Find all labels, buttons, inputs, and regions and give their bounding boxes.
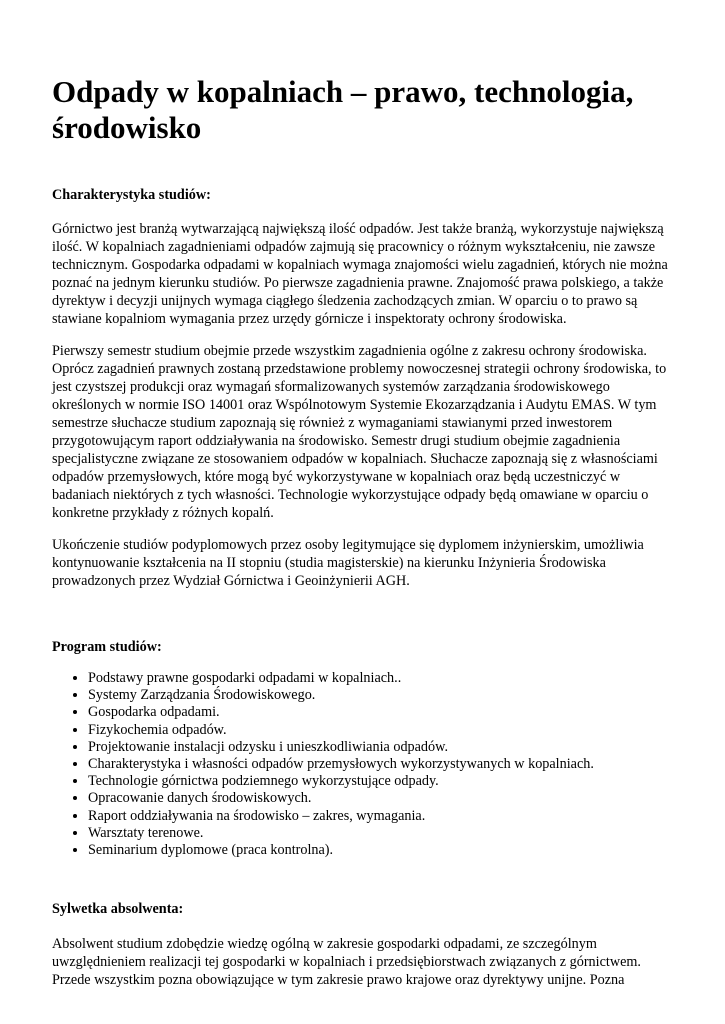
paragraph-characteristics-2: Pierwszy semestr studium obejmie przede wszystkim zagadnienia ogólne z zakresu ochrony środowiska. Oprócz zagadnień prawnych zostaną przedstawione problemy nowoczesnej strategii ochrony środowiska, to jest czystszej produkcji oraz wymagań sformalizowanych systemów zarządzania środowiskowego określonych w normie ISO 14001 oraz Wspólnotowym Systemie Ekozarządzania i Audytu EMAS. W tym semestrze słuchacze studium zapoznają się również z wymaganiami stawianymi przed inwestorem przygotowującym raport oddziaływania na środowisko. Semestr drugi studium obejmie zagadnienia specjalistyczne związane ze stosowaniem odpadów w kopalniach. Słuchacze zapoznają się z własnościami odpadów przemysłowych, które mogą być wykorzystywane w kopalniach oraz będą uczestniczyć w badaniach niektórych z tych własności. Technologie wykorzystujące odpady będą omawiane w oparciu o konkretne przykłady z różnych kopalń. <box>52 343 667 521</box>
section-heading-characteristics: Charakterystyka studiów: <box>52 187 211 203</box>
section-heading-graduate-profile: Sylwetka absolwenta: <box>52 901 184 918</box>
document-page <box>52 0 680 989</box>
paragraph-characteristics-3: Ukończenie studiów podyplomowych przez osoby legitymujące się dyplomem inżynierskim, umożliwia kontynuowanie kształcenia na II stopniu (studia magisterskie) na kierunku Inżynieria Środowiska prowadzonych przez Wydział Górnictwa i Geoinżynierii AGH. <box>52 537 644 589</box>
program-list-item: • Gospodarka odpadami. <box>88 704 680 721</box>
document-title: Odpady w kopalniach – prawo, technologia, środowisko <box>52 74 634 145</box>
program-list-item: • Seminarium dyplomowe (praca kontrolna). <box>88 842 680 859</box>
program-list-item: • Systemy Zarządzania Środowiskowego. <box>88 687 680 704</box>
program-list-item: • Fizykochemia odpadów. <box>88 722 680 739</box>
section-heading-program: Program studiów: <box>52 639 162 655</box>
program-list-item: • Technologie górnictwa podziemnego wykorzystujące odpady. <box>88 773 680 790</box>
paragraph-characteristics-1: Górnictwo jest branżą wytwarzającą największą ilość odpadów. Jest także branżą, wykorzystuje największą ilość. W kopalniach zagadnieniami odpadów zajmują się pracownicy o różnym wykształceniu, nie zawsze technicznym. Gospodarka odpadami w kopalniach wymaga znajomości wielu zagadnień, których nie można poznać na jednym kierunku studiów. Po pierwsze zagadnienia prawne. Znajomość prawa polskiego, a także dyrektyw i decyzji unijnych wymaga ciągłego śledzenia zachodzących zmian. W oparciu o to prawo są stawiane kopalniom wymagania przez urzędy górnicze i inspektoraty ochrony środowiska. <box>52 221 668 327</box>
program-list-item: • Projektowanie instalacji odzysku i unieszkodliwiania odpadów. <box>88 739 680 756</box>
program-list-item: • Opracowanie danych środowiskowych. <box>88 790 680 807</box>
program-list <box>52 670 680 859</box>
program-list-item: • Charakterystyka i własności odpadów przemysłowych wykorzystywanych w kopalniach. <box>88 756 680 773</box>
program-list-item: • Podstawy prawne gospodarki odpadami w kopalniach.. <box>88 670 680 687</box>
program-list-item: • Warsztaty terenowe. <box>88 825 680 842</box>
paragraph-graduate-profile-1: Absolwent studium zdobędzie wiedzę ogólną w zakresie gospodarki odpadami, ze szczególnym uwzględnieniem realizacji tej gospodarki w kopalniach i przedsiębiorstwach związanych z górnictwem. Przede wszystkim pozna obowiązujące w tym zakresie prawo krajowe oraz dyrektywy unijne. Pozna <box>52 936 641 989</box>
program-list-item: • Raport oddziaływania na środowisko – zakres, wymagania. <box>88 808 680 825</box>
